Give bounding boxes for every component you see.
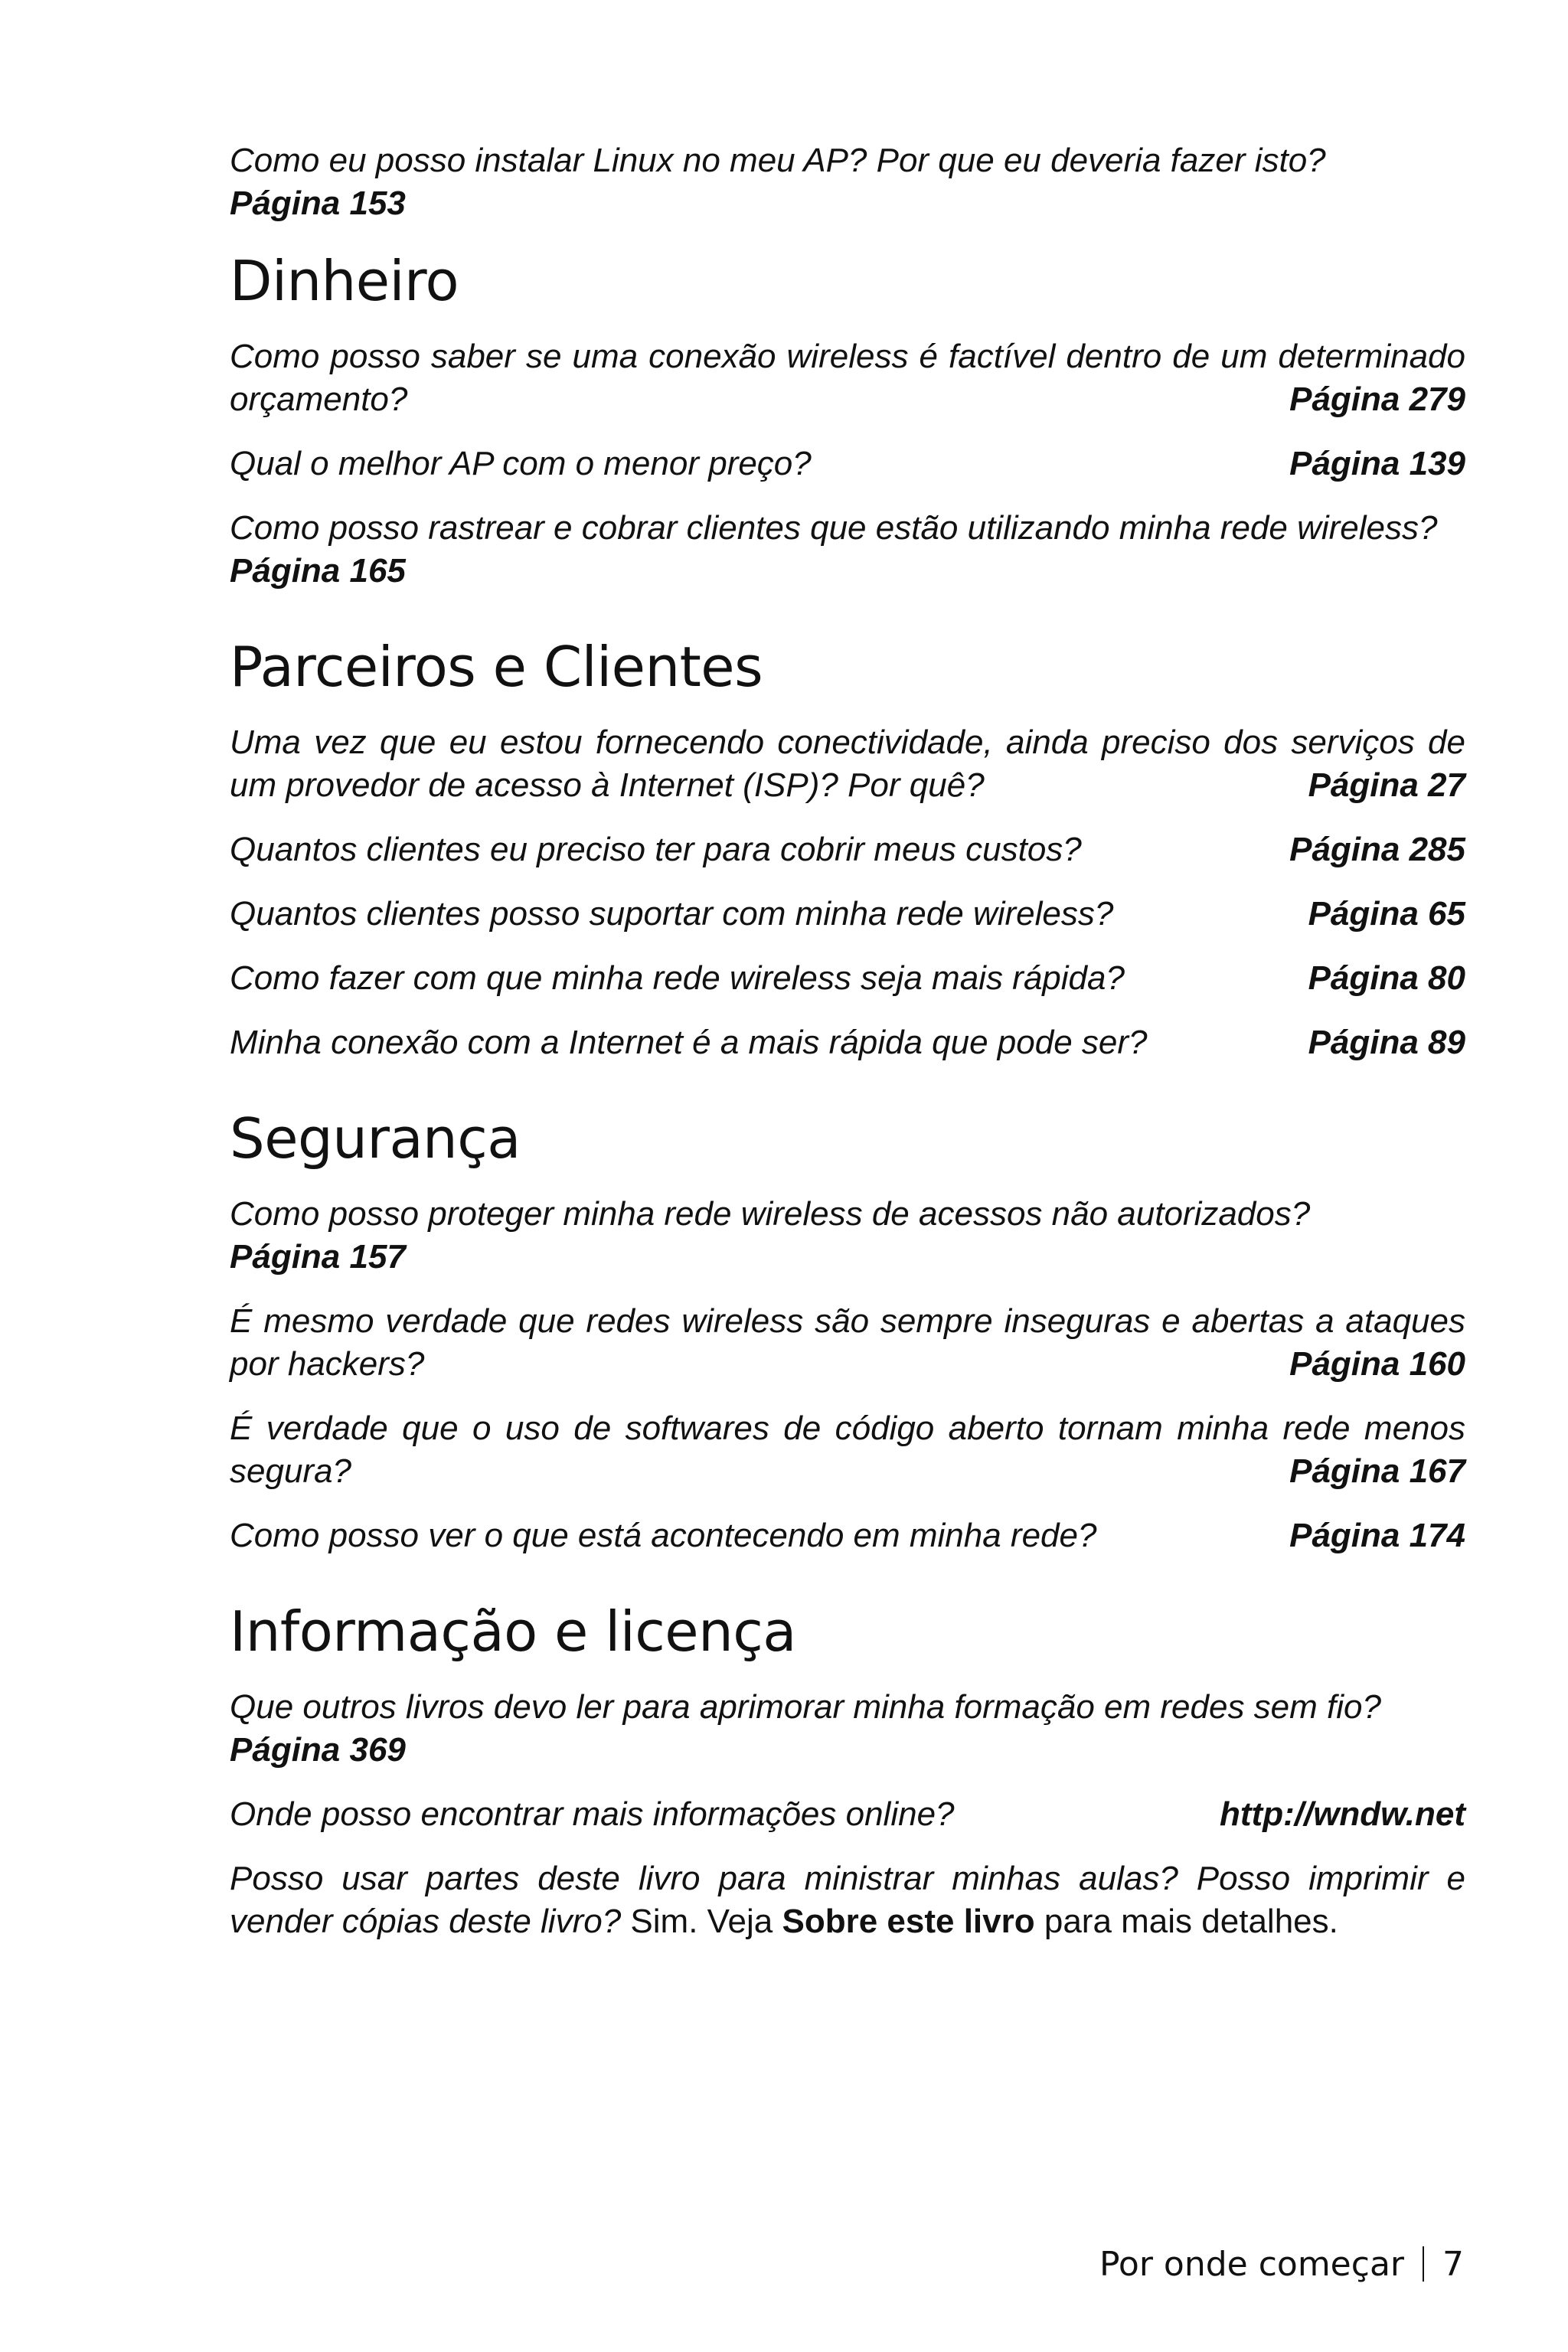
section-title: Parceiros e Clientes	[230, 635, 763, 699]
question-item	[230, 1300, 1465, 1386]
question-text: Como fazer com que minha rede wireless seja mais rápida?	[230, 959, 1125, 997]
section-seguranca	[230, 1104, 1465, 1557]
question-item	[230, 828, 1465, 871]
question-text: Uma vez que eu estou fornecendo conectividade, ainda preciso dos serviços de um provedor de acesso à Internet (ISP)? Por quê?	[230, 724, 1465, 804]
question-text: Qual o melhor AP com o menor preço?	[230, 445, 812, 482]
question-text: Como posso ver o que está acontecendo em minha rede?	[230, 1517, 1097, 1554]
page-reference: Página 160	[1289, 1345, 1465, 1383]
page-reference: Página 285	[1289, 831, 1465, 868]
page-reference: Página 369	[230, 1731, 406, 1769]
question-text: É mesmo verdade que redes wireless são sempre inseguras e abertas a ataques por hackers?	[230, 1302, 1465, 1383]
chapter-title: Por onde começar	[1099, 2245, 1404, 2284]
section-dinheiro	[230, 247, 1465, 593]
answer-suffix: para mais detalhes.	[1034, 1903, 1338, 1940]
question-text: É verdade que o uso de softwares de código aberto tornam minha rede menos segura?	[230, 1410, 1465, 1490]
page-reference: Página 165	[230, 552, 406, 590]
question-item	[230, 893, 1465, 936]
question-item	[230, 721, 1465, 807]
question-item	[230, 957, 1465, 1000]
website-link[interactable]: http://wndw.net	[1220, 1795, 1465, 1833]
page-reference: Página 80	[1308, 959, 1465, 997]
section-title: Segurança	[230, 1106, 521, 1171]
question-item	[230, 1793, 1465, 1836]
page-reference: Página 157	[230, 1238, 406, 1276]
section-informacao-licenca	[230, 1597, 1465, 1943]
page-footer	[1099, 2242, 1464, 2288]
page-reference: Página 279	[1289, 381, 1465, 418]
question-text: Quantos clientes eu preciso ter para cobrir meus custos?	[230, 831, 1082, 868]
question-text: Que outros livros devo ler para aprimorar minha formação em redes sem fio?	[230, 1688, 1381, 1726]
question-item	[230, 1407, 1465, 1493]
question-item	[230, 1021, 1465, 1064]
question-item	[230, 443, 1465, 485]
page-reference: Página 89	[1308, 1024, 1465, 1061]
page-content	[230, 139, 1465, 1983]
question-text: Como posso proteger minha rede wireless de acessos não autorizados?	[230, 1195, 1311, 1233]
page-reference: Página 27	[1308, 766, 1465, 804]
closing-question	[230, 1857, 1465, 1943]
page-reference: Página 139	[1289, 445, 1465, 482]
section-title: Informação e licença	[230, 1599, 796, 1664]
page-reference: Página 153	[230, 185, 406, 222]
question-text: Minha conexão com a Internet é a mais rápida que pode ser?	[230, 1024, 1148, 1061]
intro-question	[230, 139, 1465, 225]
question-text: Como eu posso instalar Linux no meu AP? Por que eu deveria fazer isto?	[230, 142, 1326, 179]
page-reference: Página 167	[1289, 1452, 1465, 1490]
question-text: Como posso rastrear e cobrar clientes que estão utilizando minha rede wireless?	[230, 509, 1438, 547]
question-item	[230, 1514, 1465, 1557]
page-reference: Página 65	[1308, 895, 1465, 933]
about-book-reference: Sobre este livro	[782, 1903, 1035, 1940]
question-text: Como posso saber se uma conexão wireless é factível dentro de um determinado orçamento?	[230, 338, 1465, 418]
footer-divider	[1423, 2246, 1424, 2282]
question-text: Posso usar partes deste livro para ministrar minhas aulas? Posso imprimir e vender cópias deste livro?	[230, 1860, 1465, 1940]
question-item	[230, 1193, 1465, 1279]
page-number: 7	[1442, 2245, 1464, 2284]
question-text: Quantos clientes posso suportar com minha rede wireless?	[230, 895, 1114, 933]
question-text: Onde posso encontrar mais informações online?	[230, 1795, 955, 1833]
question-item	[230, 1686, 1465, 1772]
section-parceiros-clientes	[230, 632, 1465, 1064]
section-title: Dinheiro	[230, 249, 459, 313]
question-item	[230, 507, 1465, 593]
page-reference: Página 174	[1289, 1517, 1465, 1554]
answer-prefix: Sim. Veja	[621, 1903, 782, 1940]
question-item	[230, 335, 1465, 421]
